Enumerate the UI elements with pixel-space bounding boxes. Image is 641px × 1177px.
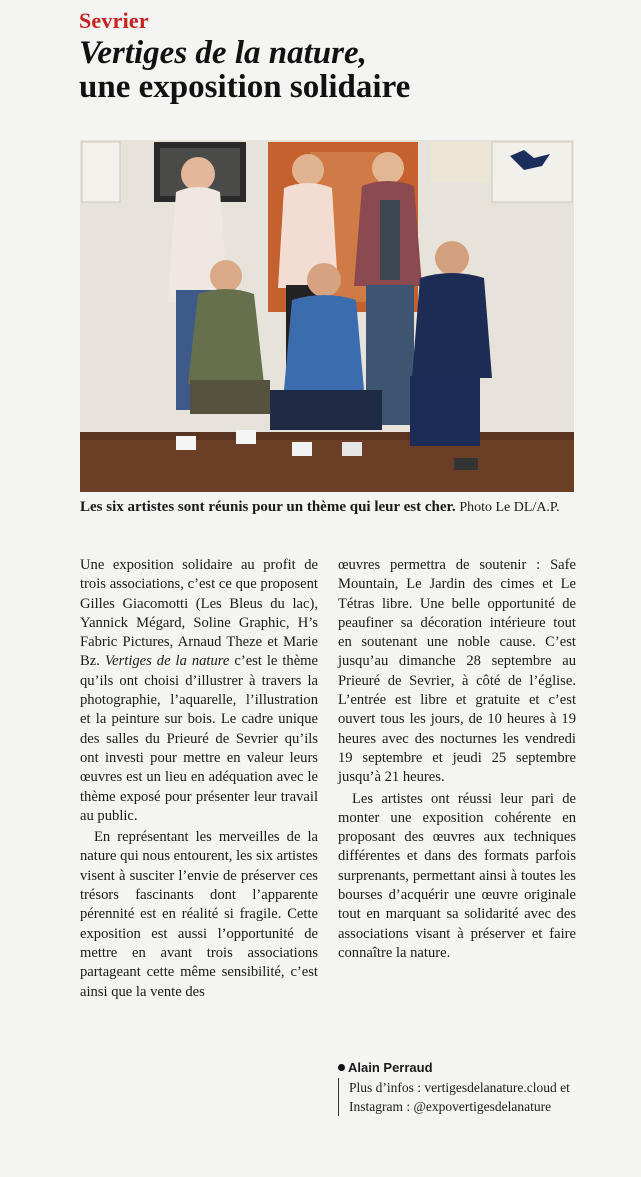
exhibition-title: Vertiges de la nature <box>104 653 230 670</box>
paragraph: En représentant les merveilles de la nature qui nous entourent, les six artistes visent à susciter l’envie de préserver ces trésors fascinants dont l’apparente pérennité est en réalité si fragile. Cette exposition est aussi l’opportunité de mettre en avant trois associations partageant cette même sensibilité, c’est ainsi que la vente des <box>80 829 318 1000</box>
paragraph-text: c’est le thème qu’ils ont choisi d’illustrer à travers la photographie, l’aquarelle, l’illustration et la peinture sur bois. Le cadre unique des salles du Prieuré de Sevrier qu’ils ont investi pour mettre en valeur leurs œuvres est un lieu en adéquation avec le thème exposé pour présenter leur travail au public. <box>80 653 319 824</box>
paragraph: Les artistes ont réussi leur pari de monter une exposition cohérente en proposant des œuvres aux techniques différentes et dans des formats parfois surprenants, permettant ainsi à toutes les bourses d’acquérir une œuvre originale tout en marquant sa solidarité avec des associations visant à préserver et faire connaître la nature. <box>338 790 576 961</box>
bullet-icon <box>338 1064 345 1071</box>
headline-line-1: Vertiges de la nature, <box>79 35 367 71</box>
paragraph: œuvres permettra de soutenir : Safe Mountain, Le Jardin des cimes et Le Tétras libre. Une belle opportunité de peaufiner sa décoration intérieure tout en soutenant une noble cause. C’est jusqu’au dimanche 28 septembre au Prieuré de Sevrier, à côté de l’église. L’entrée est libre et gratuite et c’est ouvert tous les jours, de 10 heures à 19 heures avec des nocturnes les vendredi 19 septembre et jeudi 25 septembre jusqu’à 21 heures. <box>338 557 576 786</box>
byline <box>338 1060 433 1075</box>
photo-credit: Photo Le DL/A.P. <box>459 500 560 515</box>
group-photo <box>80 140 574 492</box>
section-kicker: Sevrier <box>79 8 149 33</box>
photo-caption <box>80 498 560 517</box>
headline <box>79 36 599 104</box>
headline-line-2: une exposition solidaire <box>79 69 411 105</box>
info-box: Plus d’infos : vertigesdelanature.cloud et Instagram : @expovertigesdelanature <box>338 1078 575 1116</box>
caption-text: Les six artistes sont réunis pour un thème qui leur est cher. <box>80 499 456 515</box>
article-column-1 <box>80 556 318 1002</box>
author-name: Alain Perraud <box>348 1060 433 1075</box>
paragraph <box>80 556 318 826</box>
article-column-2 <box>338 556 576 963</box>
paragraph-text: Une exposition solidaire au profit de trois associations, c’est ce que proposent Gilles Giacomotti (Les Bleus du lac), Yannick Mégard, Soline Graphic, H’s Fabric Pictures, Arnaud Theze et Marie Bz. <box>80 557 318 670</box>
